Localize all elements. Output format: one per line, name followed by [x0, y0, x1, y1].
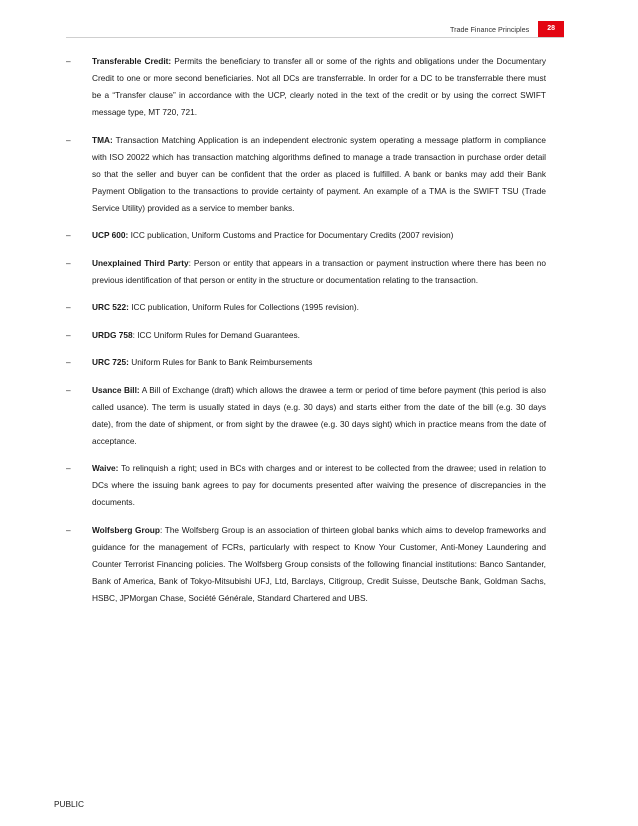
glossary-definition: To relinquish a right; used in BCs with charges and or interest to be collected from the drawee; used in relation to DCs where the issuing bank agrees to pay for documents presented after waiving the presence of discrepancies in the documents.	[92, 463, 546, 507]
page-header	[450, 21, 564, 37]
glossary-entry	[66, 460, 546, 511]
bullet-dash: –	[66, 257, 71, 268]
glossary-term: UCP 600:	[92, 230, 129, 240]
glossary-term: URC 725:	[92, 357, 129, 367]
glossary-definition: Permits the beneficiary to transfer all or some of the rights and obligations under the Documentary Credit to one or more second beneficiaries. Not all DCs are transferrable. In order for a DC to be transferrable there must be a “Transfer clause” in accordance with the UCP, clearly noted in the text of the credit or by using the correct SWIFT message type, MT 720, 721.	[92, 56, 546, 117]
bullet-dash: –	[66, 329, 71, 340]
glossary-entry	[66, 522, 546, 607]
header-divider	[66, 37, 564, 38]
glossary-term: Wolfsberg Group	[92, 524, 160, 535]
glossary-term: Unexplained Third Party	[92, 257, 189, 268]
glossary-definition: A Bill of Exchange (draft) which allows the drawee a term or period of time before payment (this period is also called usance). The term is usually stated in days (e.g. 30 days) and starts either from the date of the bill (e.g. 30 days date), from the date of shipment, or from sight by the drawee (e.g. 30 days sight) which in practice means from the date of acceptance.	[92, 384, 546, 446]
glossary-term: URDG 758	[92, 329, 133, 340]
glossary-entry	[66, 327, 546, 344]
glossary-entry	[66, 132, 546, 217]
glossary-entry	[66, 227, 546, 244]
glossary-definition: : The Wolfsberg Group is an association of thirteen global banks which aims to develop frameworks and guidance for the management of FCRs, particularly with respect to Know Your Customer, Anti-Money Laundering and Counter Terrorist Financing policies. The Wolfsberg Group consists of the following financial institutions: Banco Santander, Bank of America, Bank of Tokyo-Mitsubishi UFJ, Ltd, Barclays, Citigroup, Credit Suisse, Deutsche Bank, Goldman Sachs, HSBC, JPMorgan Chase, Société Générale, Standard Chartered and UBS.	[92, 524, 546, 603]
glossary-term: URC 522:	[92, 302, 129, 312]
classification-label: PUBLIC	[54, 799, 84, 809]
glossary-entry	[66, 382, 546, 450]
glossary-definition: : ICC Uniform Rules for Demand Guarantees.	[132, 329, 300, 340]
glossary-definition: ICC publication, Uniform Customs and Practice for Documentary Credits (2007 revision)	[128, 230, 454, 240]
glossary-definition: Uniform Rules for Bank to Bank Reimbursements	[128, 357, 313, 367]
bullet-dash: –	[66, 357, 71, 367]
glossary-term: Transferable Credit:	[92, 56, 172, 66]
document-title: Trade Finance Principles	[449, 24, 530, 34]
glossary-definition: : Person or entity that appears in a transaction or payment instruction where there has been no previous identification of that person or entity in the structure or documentation relating to the transaction.	[92, 257, 546, 285]
glossary-definition: Transaction Matching Application is an independent electronic system operating a message platform in compliance with ISO 20022 which has transaction matching algorithms defined to manage a trade transaction in purchase order detail so that the seller and buyer can be confident that the order as placed is fulfilled. A bank or banks may add their Bank Payment Obligation to the transactions to provide certainty of payment. An example of a TMA is the SWIFT TSU (Trade Service Utility) provided as a service to member banks.	[92, 134, 546, 213]
page-number-badge: 28	[538, 21, 564, 37]
glossary-term: TMA:	[92, 134, 113, 145]
glossary-entry	[66, 299, 546, 316]
glossary-definition: ICC publication, Uniform Rules for Collections (1995 revision).	[128, 302, 359, 312]
glossary-term: Usance Bill:	[92, 384, 140, 395]
glossary-entry	[66, 354, 546, 371]
glossary-list	[66, 53, 546, 617]
bullet-dash: –	[66, 230, 71, 240]
bullet-dash: –	[66, 524, 71, 535]
bullet-dash: –	[66, 56, 71, 66]
glossary-term: Waive:	[92, 463, 119, 473]
glossary-entry	[66, 53, 546, 121]
bullet-dash: –	[66, 302, 71, 312]
bullet-dash: –	[66, 463, 71, 473]
glossary-entry	[66, 255, 546, 289]
bullet-dash: –	[66, 134, 71, 145]
bullet-dash: –	[66, 384, 71, 395]
